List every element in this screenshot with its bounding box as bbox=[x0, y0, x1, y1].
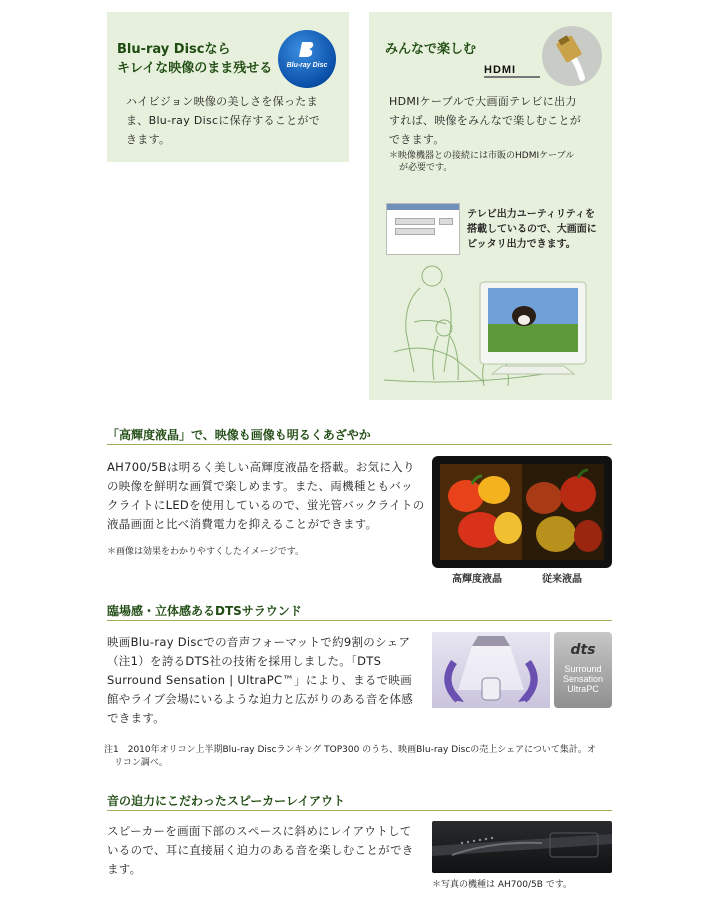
dts-section-rule bbox=[107, 620, 612, 621]
dts-logo-subtitle bbox=[554, 664, 612, 694]
utility-line3: ピッタリ出力できます。 bbox=[467, 239, 576, 250]
lcd-body-line1: AH700/5Bは明るく美しい高輝度液晶を搭載。お気に入り bbox=[107, 460, 415, 474]
bluray-body-line3: きます。 bbox=[126, 133, 171, 146]
dts-logo-sub3: UltraPC bbox=[567, 684, 599, 694]
caption-conventional: 従来液晶 bbox=[542, 574, 582, 585]
tv-output-utility-window bbox=[386, 203, 460, 255]
lcd-body bbox=[107, 458, 425, 534]
lcd-body-line3: クライトにLEDを使用しているので、蛍光管バックライトの bbox=[107, 498, 425, 512]
footnote-line1: 注1 2010年オリコン上半期Blu-ray Discランキング TOP300 のうち、映画Blu-ray Discの売上シェアについて集計。オ bbox=[104, 745, 596, 755]
dts-body-line4: 館やライブ会場にいるような迫力と広がりのある音を体感 bbox=[107, 692, 414, 706]
hdmi-cable-icon bbox=[542, 26, 602, 86]
utility-line1: テレビ出力ユーティリティを bbox=[467, 209, 595, 220]
dts-logo-word: dts bbox=[570, 642, 596, 658]
dts-footnote bbox=[104, 744, 616, 770]
lcd-section-title: 「高輝度液晶」で、映像も画像も明るくあざやか bbox=[107, 428, 371, 442]
window-row bbox=[395, 228, 435, 235]
dts-logo bbox=[554, 632, 612, 708]
hdmi-note-line2: が必要です。 bbox=[399, 163, 453, 173]
footnote-line2: リコン調べ。 bbox=[114, 758, 168, 768]
hdmi-logo: HDMI bbox=[484, 64, 517, 76]
dts-logo-sub2: Sensation bbox=[562, 674, 604, 684]
speaker-photo bbox=[432, 821, 612, 873]
utility-line2: 搭載しているので、大画面に bbox=[467, 224, 597, 235]
window-titlebar bbox=[387, 204, 459, 210]
bluray-mark-icon bbox=[298, 40, 316, 58]
speaker-body-line2: いるので、耳に直接届く迫力のある音を楽しむことができ bbox=[107, 843, 414, 857]
caption-high-brightness: 高輝度液晶 bbox=[452, 574, 502, 585]
speaker-section-rule bbox=[107, 810, 612, 811]
hdmi-body-line1: HDMIケーブルで大画面テレビに出力 bbox=[389, 95, 577, 108]
window-row bbox=[395, 218, 435, 225]
lcd-section-rule bbox=[107, 444, 612, 445]
speaker-body bbox=[107, 822, 414, 879]
hdmi-title: みんなで楽しむ bbox=[385, 42, 477, 57]
bluray-logo-text: Blu-ray Disc bbox=[286, 62, 328, 69]
lcd-note: ＊画像は効果をわかりやすくしたイメージです。 bbox=[107, 547, 305, 557]
utility-description bbox=[467, 207, 607, 252]
lcd-body-line4: 液晶画面と比べ消費電力を抑えることができます。 bbox=[107, 517, 378, 531]
family-watching-tv-illustration bbox=[384, 262, 606, 390]
hdmi-body-line2: すれば、映像をみんなで楽しむことが bbox=[389, 114, 582, 127]
dts-body-line5: できます。 bbox=[107, 711, 166, 725]
lcd-comparison-photo bbox=[432, 456, 612, 568]
window-button bbox=[439, 218, 453, 225]
bluray-title-line2: キレイな映像のまま残せる bbox=[117, 61, 273, 76]
hdmi-body-line3: できます。 bbox=[389, 133, 445, 146]
dts-body bbox=[107, 633, 413, 728]
surround-sound-illustration bbox=[432, 632, 550, 708]
speaker-body-line3: ます。 bbox=[107, 862, 142, 876]
bluray-disc-logo bbox=[278, 30, 336, 88]
speaker-photo-note: ＊写真の機種は AH700/5B です。 bbox=[432, 880, 573, 890]
bluray-body-line2: ま、Blu-ray Discに保存することがで bbox=[126, 114, 321, 127]
dts-body-line3: Surround Sensation | UltraPC™」により、まるで映画 bbox=[107, 673, 413, 687]
dts-body-line1: 映画Blu-ray Discでの音声フォーマットで約9割のシェア bbox=[107, 635, 411, 649]
dts-logo-sub1: Surround bbox=[564, 664, 602, 674]
speaker-section-title: 音の迫力にこだわったスピーカーレイアウト bbox=[107, 794, 345, 808]
hdmi-logo-underline bbox=[484, 76, 540, 78]
bluray-title-line1: Blu-ray Discなら bbox=[117, 42, 231, 57]
dts-section-title: 臨場感・立体感あるDTSサラウンド bbox=[107, 604, 302, 618]
hdmi-note-line1: ＊映像機器との接続には市販のHDMIケーブル bbox=[389, 151, 575, 161]
speaker-body-line1: スピーカーを画面下部のスペースに斜めにレイアウトして bbox=[107, 824, 412, 838]
dts-body-line2: （注1）を誇るDTS社の技術を採用しました。「DTS bbox=[107, 654, 382, 668]
lcd-body-line2: の映像を鮮明な画質で楽しめます。また、両機種ともバッ bbox=[107, 479, 413, 493]
bluray-body-line1: ハイビジョン映像の美しさを保ったま bbox=[126, 95, 318, 108]
